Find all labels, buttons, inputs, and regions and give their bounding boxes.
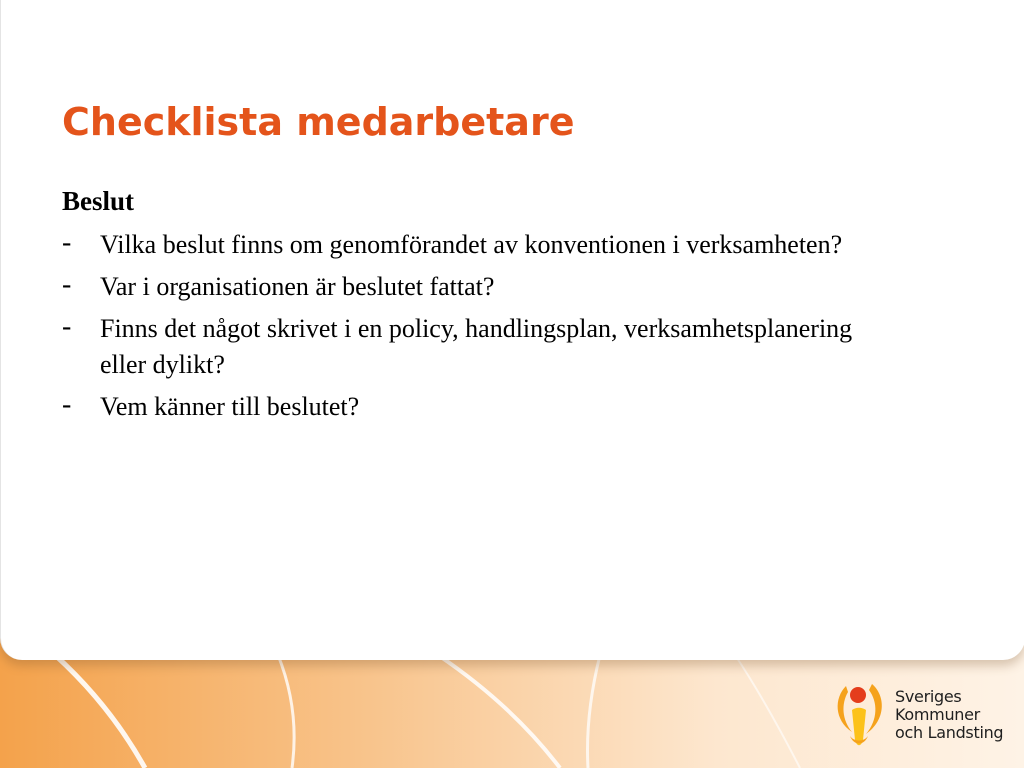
bullet-text: Var i organisationen är beslutet fattat? <box>100 272 495 301</box>
logo-text <box>895 688 1003 742</box>
logo-line: och Landsting <box>895 723 1004 742</box>
skl-logo <box>832 680 1012 752</box>
logo-line: Kommuner <box>895 705 980 724</box>
list-item <box>62 311 882 383</box>
bullet-text: Finns det något skrivet i en policy, handlingsplan, verksamhetsplanering eller dylikt? <box>100 314 853 379</box>
bullet-dash: - <box>62 269 72 300</box>
list-item <box>62 269 882 305</box>
logo-line: Sveriges <box>895 687 962 706</box>
list-item <box>62 227 882 263</box>
skl-figure-icon <box>832 680 890 750</box>
bullet-dash: - <box>62 389 72 420</box>
list-item <box>62 389 882 425</box>
bullet-dash: - <box>62 227 72 258</box>
slide-title: Checklista medarbetare <box>62 100 575 144</box>
bullet-text: Vilka beslut finns om genomförandet av konventionen i verksamheten? <box>100 230 843 259</box>
section-heading: Beslut <box>62 186 135 216</box>
bullet-dash: - <box>62 311 72 342</box>
bullet-text: Vem känner till beslutet? <box>100 392 360 421</box>
bullet-list <box>62 227 882 431</box>
